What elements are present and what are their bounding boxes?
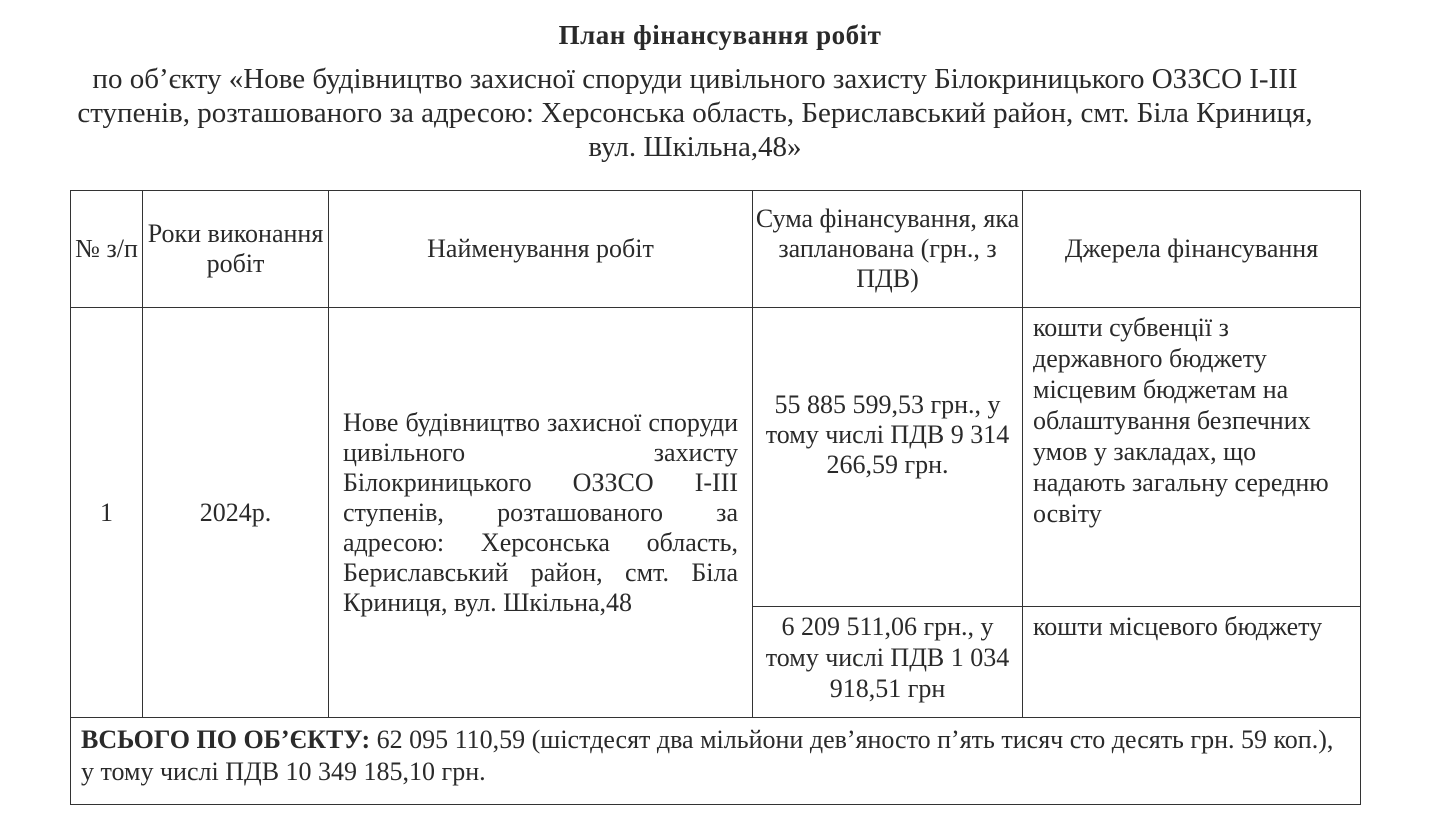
header-num: № з/п bbox=[71, 191, 143, 308]
total-row bbox=[71, 718, 1361, 805]
row-num: 1 bbox=[71, 308, 143, 718]
document-subtitle: по об’єкту «Нове будівництво захисної споруди цивільного захисту Білокриницького ОЗЗСО І-ІІІ ступенів, розташованого за адресою: Херсонська область, Бериславський район, смт. Біла Криниця, вул. Шкільна,48» bbox=[77, 63, 1313, 163]
funding-sum-local: 6 209 511,06 грн., у тому числі ПДВ 1 034 918,51 грн bbox=[753, 607, 1023, 718]
table-row bbox=[71, 308, 1361, 607]
table-header-row bbox=[71, 191, 1361, 308]
row-year: 2024р. bbox=[143, 308, 329, 718]
row-work-name: Нове будівництво захисної споруди цивільного захисту Білокриницького ОЗЗСО І-ІІІ ступенів, розташованого за адресою: Херсонська область, Бериславський район, смт. Біла Криниця, вул. Шкільна,48 bbox=[329, 308, 753, 718]
document-title: План фінансування робіт bbox=[558, 20, 882, 50]
total-label: ВСЬОГО ПО ОБ’ЄКТУ: bbox=[81, 725, 371, 754]
total-text: 62 095 110,59 (шістдесят два мільйони дев’яносто п’ять тисяч сто десять грн. 59 коп.), у тому числі ПДВ 10 349 185,10 грн. bbox=[81, 725, 1334, 786]
funding-source-local: кошти місцевого бюджету bbox=[1023, 607, 1361, 718]
financing-table bbox=[70, 190, 1361, 805]
header-sum: Сума фінансування, яка запланована (грн., з ПДВ) bbox=[753, 191, 1023, 308]
header-name: Найменування робіт bbox=[329, 191, 753, 308]
header-source: Джерела фінансування bbox=[1023, 191, 1361, 308]
funding-source-state: кошти субвенції з державного бюджету місцевим бюджетам на облаштування безпечних умов у закладах, що надають загальну середню освіту bbox=[1023, 308, 1361, 607]
total-cell bbox=[71, 718, 1361, 805]
header-years: Роки виконання робіт bbox=[143, 191, 329, 308]
funding-sum-state-text: 55 885 599,53 грн., у тому числі ПДВ 9 314 266,59 грн. bbox=[765, 390, 1010, 479]
funding-sum-state bbox=[753, 308, 1023, 607]
